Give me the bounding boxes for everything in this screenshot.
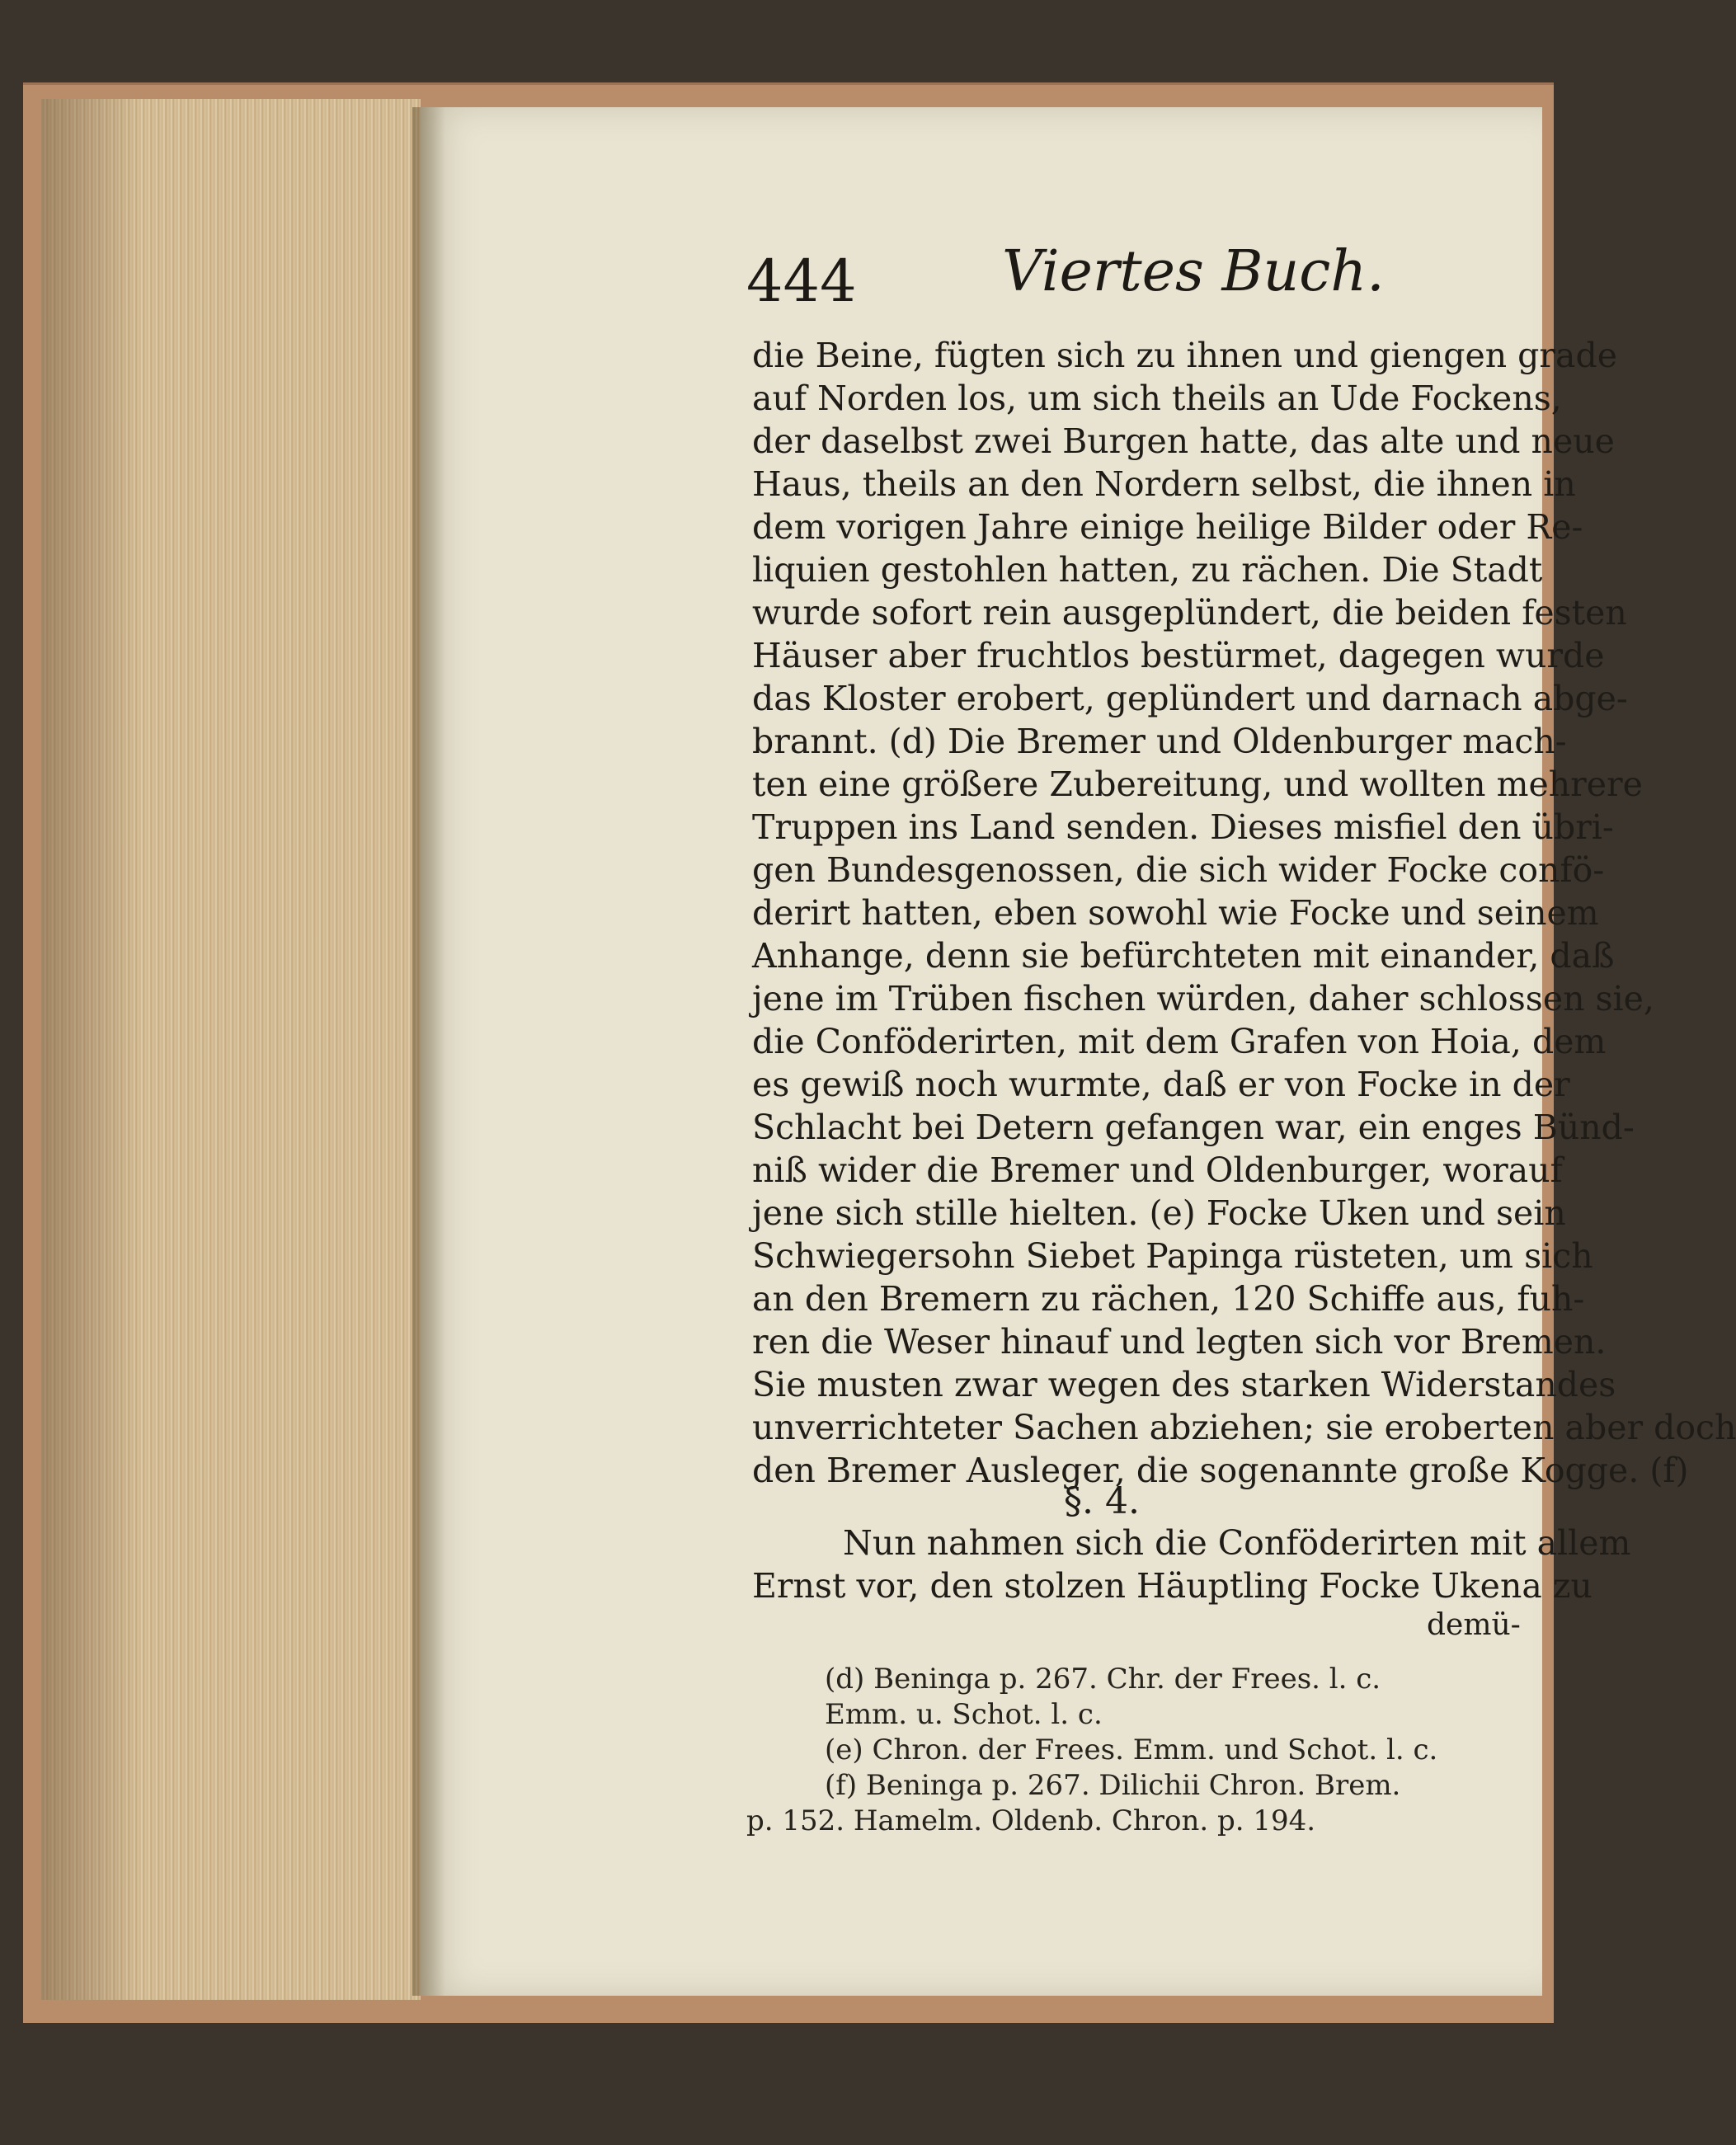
text-line: ten eine größere Zubereitung, und wollten mehrere: [752, 764, 1643, 804]
text-line: derirt hatten, eben sowohl wie Focke und seinem: [752, 893, 1599, 933]
text-line: Nun nahmen sich die Conföderirten mit allem: [843, 1523, 1631, 1563]
text-line: liquien gestohlen hatten, zu rächen. Die Stadt: [752, 550, 1543, 590]
text-line: jene im Trüben fischen würden, daher schlossen sie,: [752, 979, 1654, 1018]
text-line: den Bremer Ausleger, die sogenannte große Kogge. (f): [752, 1451, 1689, 1490]
text-line: die Beine, fügten sich zu ihnen und giengen grade: [752, 336, 1617, 375]
text-line: niß wider die Bremer und Oldenburger, worauf: [752, 1150, 1563, 1190]
text-line: Haus, theils an den Nordern selbst, die ihnen in: [752, 464, 1576, 504]
text-line: jene sich stille hielten. (e) Focke Uken und sein: [752, 1193, 1566, 1233]
footnote: (d) Beninga p. 267. Chr. der Frees. l. c.: [825, 1663, 1381, 1696]
text-line: wurde sofort rein ausgeplündert, die beiden festen: [752, 593, 1627, 633]
footnote: (f) Beninga p. 267. Dilichii Chron. Brem.: [825, 1769, 1401, 1802]
text-line: Ernst vor, den stolzen Häuptling Focke Ukena zu: [752, 1566, 1593, 1606]
page-number: 444: [746, 247, 857, 315]
running-title: Viertes Buch.: [1002, 239, 1385, 304]
body-text: [752, 334, 1736, 1492]
text-line: Schwiegersohn Siebet Papinga rüsteten, um sich: [752, 1236, 1593, 1276]
gutter-shadow: [412, 107, 445, 1996]
text-line: die Conföderirten, mit dem Grafen von Hoia, dem: [752, 1022, 1607, 1061]
text-line: Häuser aber fruchtlos bestürmet, dagegen wurde: [752, 636, 1605, 675]
text-line: ren die Weser hinauf und legten sich vor Bremen.: [752, 1322, 1607, 1362]
text-line: Truppen ins Land senden. Dieses misfiel den übri-: [752, 807, 1614, 847]
text-line: auf Norden los, um sich theils an Ude Fockens,: [752, 379, 1562, 418]
text-line: es gewiß noch wurmte, daß er von Focke in der: [752, 1065, 1570, 1104]
text-line: das Kloster erobert, geplündert und darnach abge-: [752, 679, 1628, 718]
text-line: der daselbst zwei Burgen hatte, das alte und neue: [752, 421, 1615, 461]
text-line: dem vorigen Jahre einige heilige Bilder oder Re-: [752, 507, 1583, 547]
text-line: an den Bremern zu rächen, 120 Schiffe aus, fuh-: [752, 1279, 1585, 1319]
text-line: Sie musten zwar wegen des starken Widerstandes: [752, 1365, 1616, 1404]
footnote-continuation: Emm. u. Schot. l. c.: [825, 1698, 1103, 1731]
text-line: gen Bundesgenossen, die sich wider Focke confö-: [752, 850, 1605, 890]
footnote: (e) Chron. der Frees. Emm. und Schot. l. c.: [825, 1733, 1438, 1766]
section-text: [752, 1522, 1631, 1607]
footnote-continuation: p. 152. Hamelm. Oldenb. Chron. p. 194.: [746, 1804, 1316, 1837]
section-heading: §. 4.: [1064, 1480, 1140, 1522]
text-line: unverrichteter Sachen abziehen; sie eroberten aber doch: [752, 1408, 1736, 1447]
footnotes: [746, 1662, 1513, 1839]
text-line: Anhange, denn sie befürchteten mit einander, daß: [752, 936, 1615, 976]
page-edges-shadow: [41, 99, 140, 2000]
catchword: demü-: [1427, 1608, 1521, 1642]
text-line: brannt. (d) Die Bremer und Oldenburger mach-: [752, 722, 1567, 761]
text-line: Schlacht bei Detern gefangen war, ein enges Bünd-: [752, 1108, 1635, 1147]
